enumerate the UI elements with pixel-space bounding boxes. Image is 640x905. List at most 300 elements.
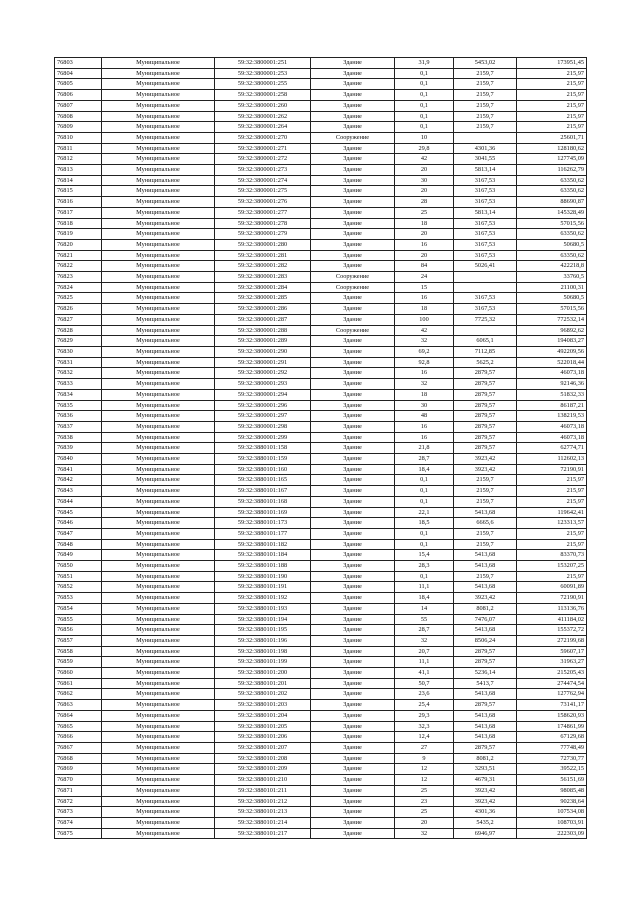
record-number-cell: 76820: [55, 239, 102, 250]
record-number-cell: 76864: [55, 710, 102, 721]
cadastral-number-cell: 59:32:3880101:169: [215, 507, 311, 518]
record-number-cell: 76822: [55, 261, 102, 272]
cadastral-value-cell: 116262,79: [517, 165, 587, 176]
record-number-cell: 76860: [55, 668, 102, 679]
cadastral-value-cell: 274474,54: [517, 678, 587, 689]
area-cell: 50,7: [395, 678, 454, 689]
ownership-cell: Муниципальное: [102, 261, 215, 272]
cadastral-number-cell: 59:32:3800001:282: [215, 261, 311, 272]
object-type-cell: Здание: [311, 357, 395, 368]
cadastral-value-cell: 63350,62: [517, 250, 587, 261]
area-cell: 25: [395, 207, 454, 218]
cadastral-value-cell: 46073,18: [517, 432, 587, 443]
table-row: [55, 507, 587, 518]
cadastral-number-cell: 59:32:3800001:276: [215, 197, 311, 208]
area-cell: 15,4: [395, 550, 454, 561]
cadastral-number-cell: 59:32:3800001:284: [215, 282, 311, 293]
object-type-cell: Здание: [311, 496, 395, 507]
object-type-cell: Сооружение: [311, 272, 395, 283]
unit-cost-cell: 3167,53: [454, 186, 517, 197]
unit-cost-cell: [454, 132, 517, 143]
unit-cost-cell: 2159,7: [454, 571, 517, 582]
table-row: [55, 421, 587, 432]
table-row: [55, 582, 587, 593]
cadastral-value-cell: 173951,45: [517, 58, 587, 69]
record-number-cell: 76855: [55, 614, 102, 625]
table-row: [55, 464, 587, 475]
object-type-cell: Здание: [311, 678, 395, 689]
area-cell: 0,1: [395, 68, 454, 79]
object-type-cell: Здание: [311, 368, 395, 379]
unit-cost-cell: 8506,24: [454, 635, 517, 646]
ownership-cell: Муниципальное: [102, 411, 215, 422]
record-number-cell: 76841: [55, 464, 102, 475]
object-type-cell: Здание: [311, 261, 395, 272]
object-type-cell: Здание: [311, 764, 395, 775]
cadastral-number-cell: 59:32:3800001:285: [215, 293, 311, 304]
object-type-cell: Здание: [311, 111, 395, 122]
area-cell: 0,1: [395, 539, 454, 550]
cadastral-value-cell: 25601,71: [517, 132, 587, 143]
table-row: [55, 625, 587, 636]
cadastral-number-cell: 59:32:3880101:199: [215, 657, 311, 668]
cadastral-value-cell: 411184,02: [517, 614, 587, 625]
table-row: [55, 239, 587, 250]
table-row: [55, 486, 587, 497]
area-cell: 23,6: [395, 689, 454, 700]
ownership-cell: Муниципальное: [102, 625, 215, 636]
cadastral-number-cell: 59:32:3800001:278: [215, 218, 311, 229]
area-cell: 0,1: [395, 475, 454, 486]
cadastral-number-cell: 59:32:3800001:292: [215, 368, 311, 379]
unit-cost-cell: 3923,42: [454, 796, 517, 807]
unit-cost-cell: 3167,53: [454, 229, 517, 240]
cadastral-value-cell: 67129,68: [517, 732, 587, 743]
record-number-cell: 76852: [55, 582, 102, 593]
area-cell: 16: [395, 293, 454, 304]
unit-cost-cell: 5435,2: [454, 817, 517, 828]
unit-cost-cell: 6946,97: [454, 828, 517, 839]
record-number-cell: 76812: [55, 154, 102, 165]
area-cell: 41,1: [395, 668, 454, 679]
unit-cost-cell: 4679,31: [454, 775, 517, 786]
table-row: [55, 775, 587, 786]
object-type-cell: Здание: [311, 721, 395, 732]
table-row: [55, 218, 587, 229]
area-cell: 12: [395, 764, 454, 775]
ownership-cell: Муниципальное: [102, 518, 215, 529]
record-number-cell: 76862: [55, 689, 102, 700]
unit-cost-cell: 7476,07: [454, 614, 517, 625]
unit-cost-cell: 6065,1: [454, 336, 517, 347]
ownership-cell: Муниципальное: [102, 646, 215, 657]
area-cell: 23: [395, 796, 454, 807]
unit-cost-cell: 3041,55: [454, 154, 517, 165]
unit-cost-cell: 2879,57: [454, 421, 517, 432]
ownership-cell: Муниципальное: [102, 346, 215, 357]
cadastral-value-cell: 50680,5: [517, 239, 587, 250]
ownership-cell: Муниципальное: [102, 486, 215, 497]
cadastral-number-cell: 59:32:3880101:191: [215, 582, 311, 593]
area-cell: 18,5: [395, 518, 454, 529]
object-type-cell: Здание: [311, 197, 395, 208]
ownership-cell: Муниципальное: [102, 785, 215, 796]
cadastral-number-cell: 59:32:3800001:281: [215, 250, 311, 261]
ownership-cell: Муниципальное: [102, 379, 215, 390]
table-row: [55, 111, 587, 122]
cadastral-number-cell: 59:32:3800001:296: [215, 400, 311, 411]
cadastral-number-cell: 59:32:3880101:195: [215, 625, 311, 636]
area-cell: 25,4: [395, 700, 454, 711]
cadastral-value-cell: 86187,21: [517, 400, 587, 411]
cadastral-value-cell: 98085,48: [517, 785, 587, 796]
table-row: [55, 528, 587, 539]
unit-cost-cell: 5413,68: [454, 710, 517, 721]
ownership-cell: Муниципальное: [102, 207, 215, 218]
unit-cost-cell: 3923,42: [454, 454, 517, 465]
unit-cost-cell: 2879,57: [454, 432, 517, 443]
area-cell: 16: [395, 421, 454, 432]
cadastral-value-cell: 272199,68: [517, 635, 587, 646]
record-number-cell: 76843: [55, 486, 102, 497]
object-type-cell: Здание: [311, 700, 395, 711]
record-number-cell: 76874: [55, 817, 102, 828]
area-cell: 18: [395, 389, 454, 400]
cadastral-number-cell: 59:32:3800001:289: [215, 336, 311, 347]
cadastral-value-cell: 107534,08: [517, 807, 587, 818]
ownership-cell: Муниципальное: [102, 293, 215, 304]
cadastral-value-cell: 92146,36: [517, 379, 587, 390]
area-cell: 30: [395, 400, 454, 411]
object-type-cell: Здание: [311, 753, 395, 764]
unit-cost-cell: 2879,57: [454, 411, 517, 422]
ownership-cell: Муниципальное: [102, 775, 215, 786]
record-number-cell: 76849: [55, 550, 102, 561]
area-cell: 20: [395, 165, 454, 176]
record-number-cell: 76827: [55, 314, 102, 325]
cadastral-value-cell: 158620,93: [517, 710, 587, 721]
area-cell: 0,1: [395, 111, 454, 122]
cadastral-value-cell: 63350,62: [517, 229, 587, 240]
cadastral-number-cell: 59:32:3880101:158: [215, 443, 311, 454]
table-row: [55, 635, 587, 646]
table-row: [55, 443, 587, 454]
unit-cost-cell: 8081,2: [454, 753, 517, 764]
area-cell: 22,1: [395, 507, 454, 518]
cadastral-value-cell: 113136,76: [517, 603, 587, 614]
unit-cost-cell: 3167,53: [454, 304, 517, 315]
area-cell: 32: [395, 635, 454, 646]
ownership-cell: Муниципальное: [102, 143, 215, 154]
ownership-cell: Муниципальное: [102, 464, 215, 475]
unit-cost-cell: 5413,7: [454, 678, 517, 689]
object-type-cell: Здание: [311, 603, 395, 614]
object-type-cell: Здание: [311, 539, 395, 550]
area-cell: 69,2: [395, 346, 454, 357]
area-cell: 31,9: [395, 58, 454, 69]
unit-cost-cell: 2879,57: [454, 389, 517, 400]
table-row: [55, 764, 587, 775]
area-cell: 25: [395, 807, 454, 818]
unit-cost-cell: 2159,7: [454, 122, 517, 133]
object-type-cell: Здание: [311, 657, 395, 668]
cadastral-number-cell: 59:32:3800001:275: [215, 186, 311, 197]
cadastral-number-cell: 59:32:3800001:264: [215, 122, 311, 133]
object-type-cell: Здание: [311, 154, 395, 165]
record-number-cell: 76806: [55, 90, 102, 101]
cadastral-number-cell: 59:32:3800001:273: [215, 165, 311, 176]
ownership-cell: Муниципальное: [102, 443, 215, 454]
cadastral-number-cell: 59:32:3800001:291: [215, 357, 311, 368]
table-row: [55, 817, 587, 828]
unit-cost-cell: 2159,7: [454, 475, 517, 486]
unit-cost-cell: 2159,7: [454, 111, 517, 122]
object-type-cell: Здание: [311, 304, 395, 315]
cadastral-value-cell: 72730,77: [517, 753, 587, 764]
table-row: [55, 272, 587, 283]
unit-cost-cell: 2879,57: [454, 700, 517, 711]
cadastral-number-cell: 59:32:3800001:279: [215, 229, 311, 240]
ownership-cell: Муниципальное: [102, 828, 215, 839]
cadastral-number-cell: 59:32:3880101:204: [215, 710, 311, 721]
record-number-cell: 76828: [55, 325, 102, 336]
table-row: [55, 325, 587, 336]
record-number-cell: 76835: [55, 400, 102, 411]
object-type-cell: Сооружение: [311, 132, 395, 143]
ownership-cell: Муниципальное: [102, 154, 215, 165]
cadastral-value-cell: 57015,56: [517, 218, 587, 229]
record-number-cell: 76825: [55, 293, 102, 304]
object-type-cell: Здание: [311, 314, 395, 325]
unit-cost-cell: 3923,42: [454, 593, 517, 604]
table-row: [55, 753, 587, 764]
record-number-cell: 76856: [55, 625, 102, 636]
cadastral-number-cell: 59:32:3880101:198: [215, 646, 311, 657]
object-type-cell: Здание: [311, 79, 395, 90]
cadastral-number-cell: 59:32:3800001:280: [215, 239, 311, 250]
cadastral-number-cell: 59:32:3800001:262: [215, 111, 311, 122]
table-row: [55, 186, 587, 197]
cadastral-value-cell: 215,97: [517, 496, 587, 507]
cadastral-number-cell: 59:32:3880101:206: [215, 732, 311, 743]
cadastral-value-cell: 46073,18: [517, 421, 587, 432]
unit-cost-cell: 2879,57: [454, 646, 517, 657]
area-cell: 48: [395, 411, 454, 422]
table-row: [55, 132, 587, 143]
table-row: [55, 79, 587, 90]
unit-cost-cell: 5813,14: [454, 207, 517, 218]
object-type-cell: Здание: [311, 122, 395, 133]
record-number-cell: 76834: [55, 389, 102, 400]
cadastral-value-cell: 772532,14: [517, 314, 587, 325]
unit-cost-cell: 5413,68: [454, 507, 517, 518]
cadastral-value-cell: 422218,8: [517, 261, 587, 272]
table-row: [55, 68, 587, 79]
ownership-cell: Муниципальное: [102, 528, 215, 539]
ownership-cell: Муниципальное: [102, 454, 215, 465]
cadastral-value-cell: 153207,25: [517, 561, 587, 572]
cadastral-value-cell: 492209,56: [517, 346, 587, 357]
area-cell: 11,1: [395, 657, 454, 668]
object-type-cell: Здание: [311, 165, 395, 176]
unit-cost-cell: 2159,7: [454, 79, 517, 90]
unit-cost-cell: 2159,7: [454, 90, 517, 101]
object-type-cell: Здание: [311, 400, 395, 411]
ownership-cell: Муниципальное: [102, 336, 215, 347]
object-type-cell: Здание: [311, 293, 395, 304]
unit-cost-cell: 5026,41: [454, 261, 517, 272]
ownership-cell: Муниципальное: [102, 582, 215, 593]
unit-cost-cell: 3167,53: [454, 197, 517, 208]
cadastral-value-cell: 60091,89: [517, 582, 587, 593]
record-number-cell: 76823: [55, 272, 102, 283]
ownership-cell: Муниципальное: [102, 421, 215, 432]
ownership-cell: Муниципальное: [102, 432, 215, 443]
unit-cost-cell: 5625,2: [454, 357, 517, 368]
object-type-cell: Здание: [311, 486, 395, 497]
record-number-cell: 76817: [55, 207, 102, 218]
table-row: [55, 207, 587, 218]
record-number-cell: 76871: [55, 785, 102, 796]
table-row: [55, 475, 587, 486]
object-type-cell: Здание: [311, 561, 395, 572]
unit-cost-cell: 5453,02: [454, 58, 517, 69]
table-row: [55, 668, 587, 679]
ownership-cell: Муниципальное: [102, 593, 215, 604]
unit-cost-cell: 2159,7: [454, 486, 517, 497]
object-type-cell: Здание: [311, 90, 395, 101]
area-cell: 12,4: [395, 732, 454, 743]
ownership-cell: Муниципальное: [102, 475, 215, 486]
unit-cost-cell: 2879,57: [454, 379, 517, 390]
table-row: [55, 454, 587, 465]
cadastral-value-cell: 215,97: [517, 111, 587, 122]
table-body: [55, 58, 587, 839]
object-type-cell: Здание: [311, 100, 395, 111]
area-cell: 20: [395, 186, 454, 197]
cadastral-value-cell: 215,97: [517, 122, 587, 133]
area-cell: 20: [395, 250, 454, 261]
cadastral-number-cell: 59:32:3800001:293: [215, 379, 311, 390]
object-type-cell: Здание: [311, 550, 395, 561]
record-number-cell: 76833: [55, 379, 102, 390]
record-number-cell: 76809: [55, 122, 102, 133]
unit-cost-cell: 4301,36: [454, 143, 517, 154]
ownership-cell: Муниципальное: [102, 668, 215, 679]
area-cell: 29,8: [395, 143, 454, 154]
ownership-cell: Муниципальное: [102, 58, 215, 69]
unit-cost-cell: 5413,68: [454, 625, 517, 636]
area-cell: 0,1: [395, 496, 454, 507]
table-row: [55, 657, 587, 668]
table-row: [55, 250, 587, 261]
unit-cost-cell: 2159,7: [454, 528, 517, 539]
unit-cost-cell: 3923,42: [454, 785, 517, 796]
cadastral-number-cell: 59:32:3880101:211: [215, 785, 311, 796]
object-type-cell: Здание: [311, 379, 395, 390]
record-number-cell: 76839: [55, 443, 102, 454]
record-number-cell: 76844: [55, 496, 102, 507]
unit-cost-cell: 2159,7: [454, 68, 517, 79]
cadastral-value-cell: 145328,49: [517, 207, 587, 218]
ownership-cell: Муниципальное: [102, 603, 215, 614]
unit-cost-cell: 3293,51: [454, 764, 517, 775]
cadastral-value-cell: 96892,62: [517, 325, 587, 336]
table-row: [55, 743, 587, 754]
table-row: [55, 785, 587, 796]
cadastral-value-cell: 215,97: [517, 571, 587, 582]
ownership-cell: Муниципальное: [102, 389, 215, 400]
table-row: [55, 90, 587, 101]
object-type-cell: Здание: [311, 421, 395, 432]
cadastral-value-cell: 215,97: [517, 90, 587, 101]
unit-cost-cell: 3167,53: [454, 175, 517, 186]
ownership-cell: Муниципальное: [102, 68, 215, 79]
table-row: [55, 400, 587, 411]
object-type-cell: Здание: [311, 518, 395, 529]
object-type-cell: Здание: [311, 411, 395, 422]
cadastral-number-cell: 59:32:3880101:207: [215, 743, 311, 754]
object-type-cell: Здание: [311, 625, 395, 636]
ownership-cell: Муниципальное: [102, 272, 215, 283]
cadastral-value-cell: 39522,15: [517, 764, 587, 775]
ownership-cell: Муниципальное: [102, 314, 215, 325]
area-cell: 0,1: [395, 90, 454, 101]
object-type-cell: Здание: [311, 186, 395, 197]
cadastral-number-cell: 59:32:3800001:299: [215, 432, 311, 443]
cadastral-number-cell: 59:32:3880101:190: [215, 571, 311, 582]
cadastral-value-cell: 21100,31: [517, 282, 587, 293]
ownership-cell: Муниципальное: [102, 614, 215, 625]
object-type-cell: Здание: [311, 432, 395, 443]
cadastral-number-cell: 59:32:3880101:210: [215, 775, 311, 786]
record-number-cell: 76832: [55, 368, 102, 379]
cadastral-value-cell: 215,97: [517, 79, 587, 90]
object-type-cell: Здание: [311, 582, 395, 593]
cadastral-value-cell: 77748,49: [517, 743, 587, 754]
record-number-cell: 76818: [55, 218, 102, 229]
cadastral-number-cell: 59:32:3880101:214: [215, 817, 311, 828]
ownership-cell: Муниципальное: [102, 732, 215, 743]
record-number-cell: 76810: [55, 132, 102, 143]
cadastral-value-cell: 62774,71: [517, 443, 587, 454]
ownership-cell: Муниципальное: [102, 100, 215, 111]
cadastral-number-cell: 59:32:3880101:212: [215, 796, 311, 807]
ownership-cell: Муниципальное: [102, 721, 215, 732]
cadastral-number-cell: 59:32:3880101:182: [215, 539, 311, 550]
ownership-cell: Муниципальное: [102, 304, 215, 315]
cadastral-number-cell: 59:32:3880101:168: [215, 496, 311, 507]
cadastral-number-cell: 59:32:3880101:173: [215, 518, 311, 529]
cadastral-number-cell: 59:32:3880101:209: [215, 764, 311, 775]
record-number-cell: 76850: [55, 561, 102, 572]
cadastral-value-cell: 46073,18: [517, 368, 587, 379]
area-cell: 18,4: [395, 593, 454, 604]
cadastral-value-cell: 215,97: [517, 528, 587, 539]
object-type-cell: Здание: [311, 571, 395, 582]
ownership-cell: Муниципальное: [102, 175, 215, 186]
table-row: [55, 807, 587, 818]
ownership-cell: Муниципальное: [102, 635, 215, 646]
area-cell: 28,7: [395, 454, 454, 465]
record-number-cell: 76840: [55, 454, 102, 465]
cadastral-number-cell: 59:32:3800001:260: [215, 100, 311, 111]
record-number-cell: 76861: [55, 678, 102, 689]
area-cell: 16: [395, 368, 454, 379]
table-row: [55, 304, 587, 315]
area-cell: 10: [395, 132, 454, 143]
ownership-cell: Муниципальное: [102, 239, 215, 250]
